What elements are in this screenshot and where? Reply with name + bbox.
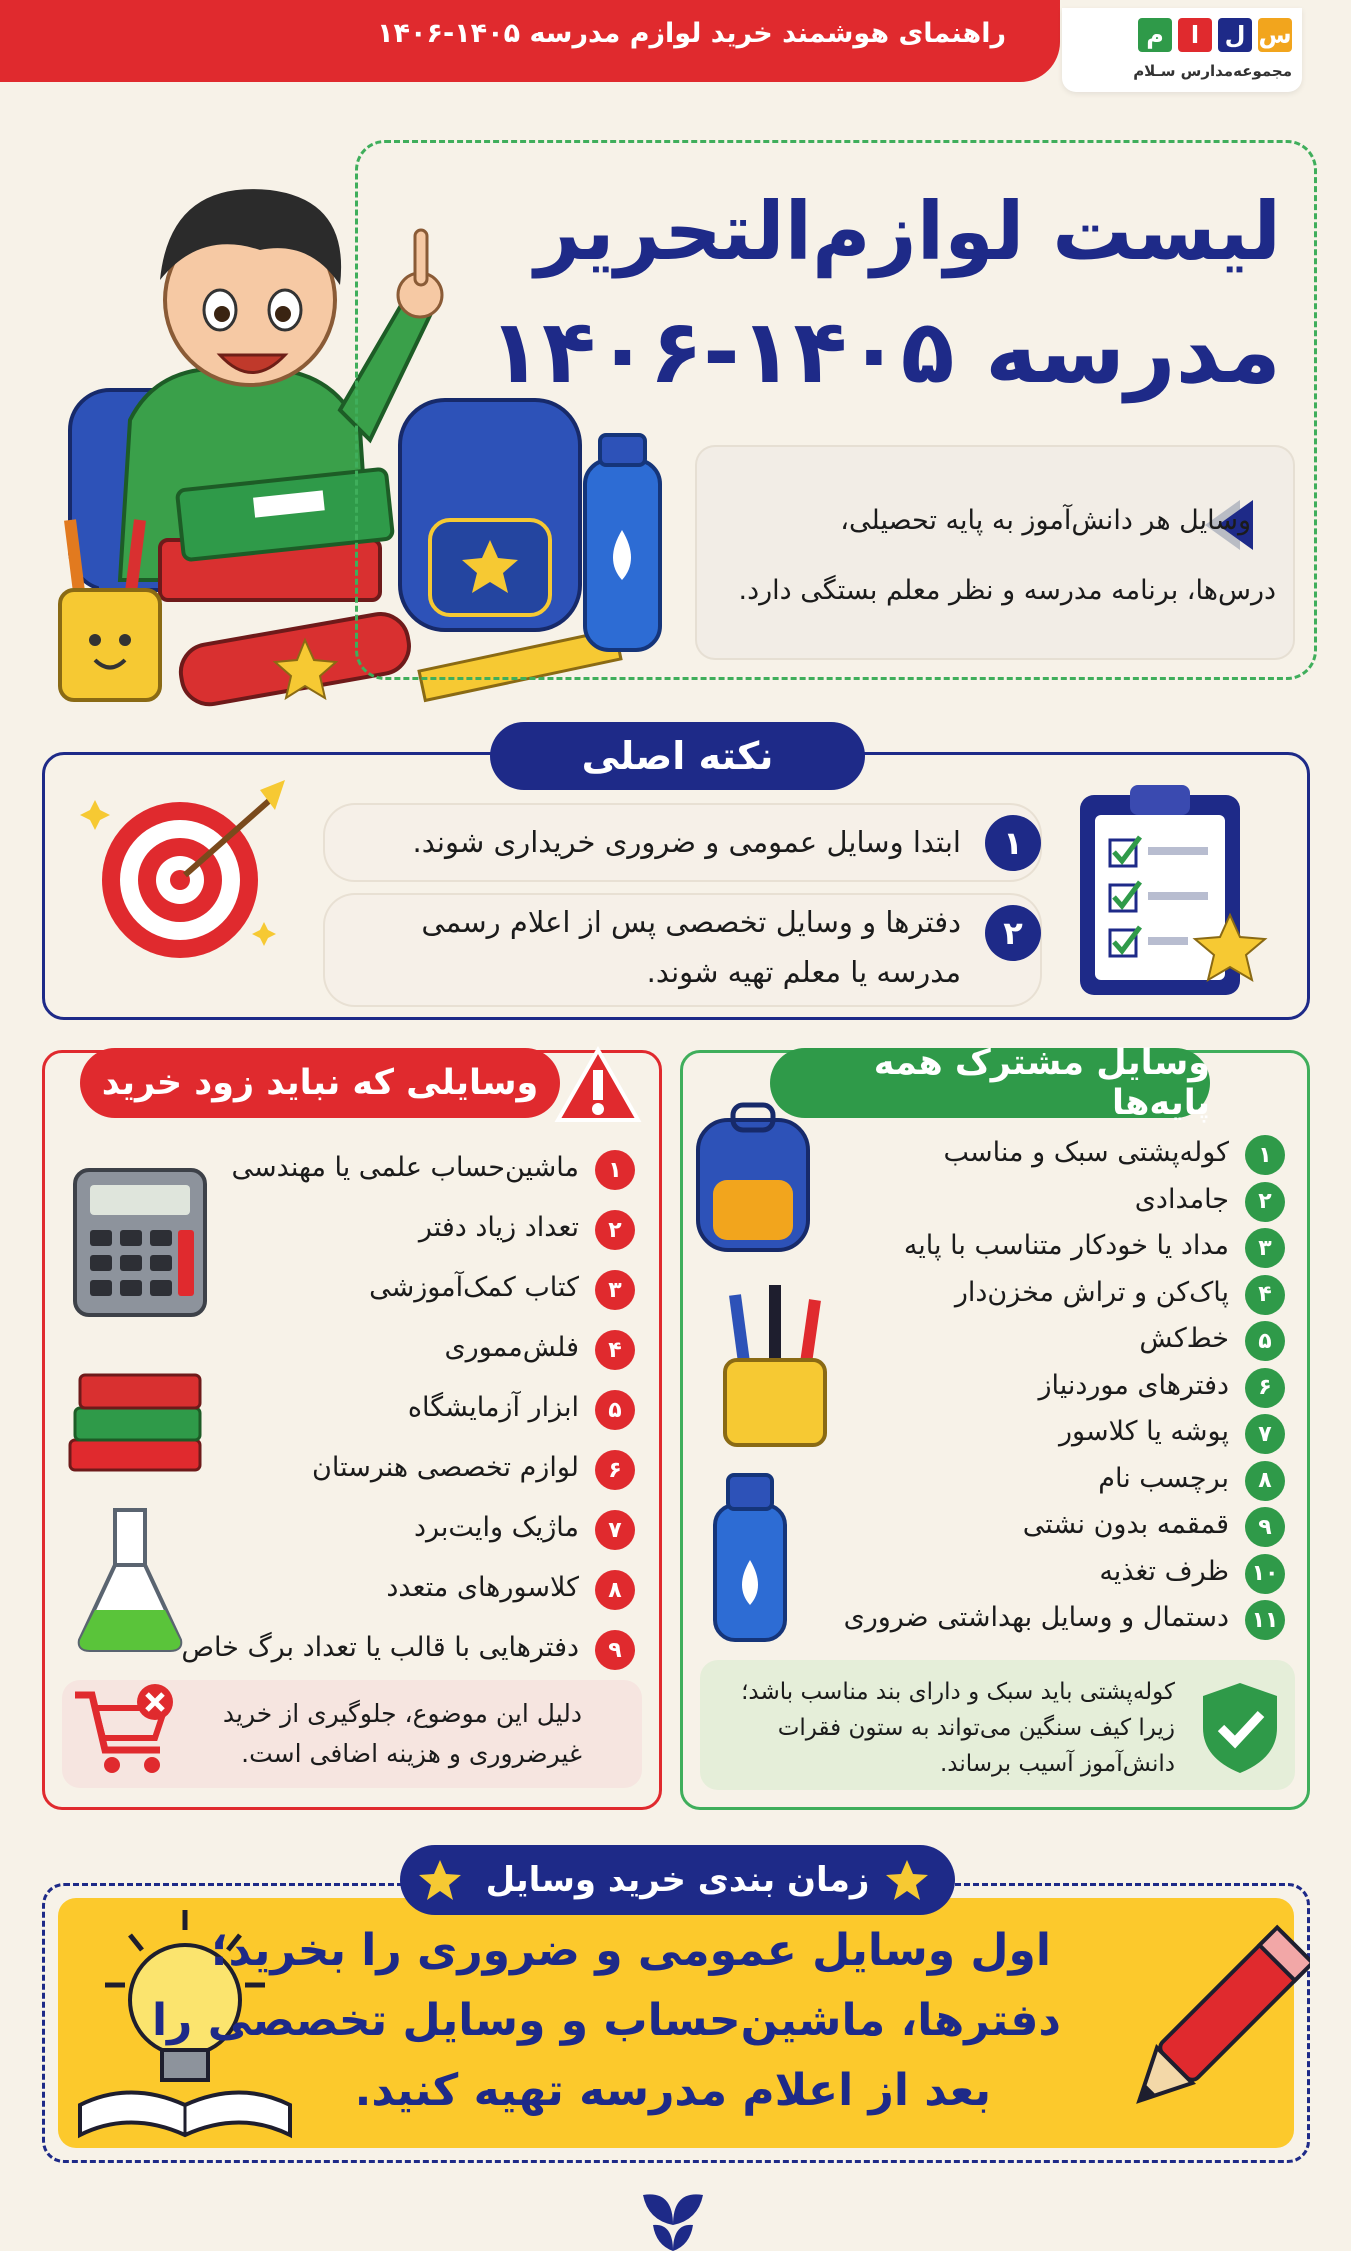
common-note-line1: کوله‌پشتی باید سبک و دارای بند مناسب باشد؛ [741,1679,1175,1705]
pencil-cup-icon [715,1280,835,1450]
intro-text-line1: وسایل هر دانش‌آموز به پایه تحصیلی، [840,505,1251,536]
pencil-icon [1110,1920,1310,2140]
lab-flask-icon [70,1505,190,1655]
logo-letter-lam: ل [1218,18,1252,52]
common-item-label: مداد یا خودکار متناسب با پایه [903,1230,1229,1261]
early-item-label: لوازم تخصصی هنرستان [312,1452,579,1483]
early-item-label: کلاسورهای متعدد [386,1572,579,1603]
logo-letter-sin: س [1258,18,1292,52]
common-item-num: ۲ [1245,1182,1285,1222]
common-item-num: ۵ [1245,1321,1285,1361]
main-point-text-2b: مدرسه یا معلم تهیه شوند. [646,955,961,989]
early-note-line2: غیرضروری و هزینه اضافی است. [241,1739,582,1768]
early-note-line1: دلیل این موضوع، جلوگیری از خرید [222,1699,582,1728]
logo-letter-mim: م [1138,18,1172,52]
common-item-num: ۳ [1245,1228,1285,1268]
common-item-label: دفترهای موردنیاز [1038,1369,1229,1401]
footer-logo-icon [638,2185,708,2251]
common-item-label: دستمال و وسایل بهداشتی ضروری [843,1602,1229,1633]
star-icon [418,1858,462,1902]
early-item-num: ۴ [595,1330,635,1370]
early-item-num: ۷ [595,1510,635,1550]
calculator-icon [65,1160,215,1320]
common-item-num: ۸ [1245,1461,1285,1501]
common-item-num: ۱۱ [1245,1600,1285,1640]
common-item-num: ۶ [1245,1368,1285,1408]
early-item-label: فلش‌مموری [444,1332,579,1363]
logo-letter-alef: ا [1178,18,1212,52]
common-item-label: کوله‌پشتی سبک و مناسب [943,1137,1229,1168]
timing-line3: بعد از اعلام مدرسه تهیه کنید. [354,2065,991,2116]
timing-line2: دفترها، ماشین‌حساب و وسایل تخصصی را [151,1995,1061,2046]
common-item-num: ۴ [1245,1275,1285,1315]
early-item-label: تعداد زیاد دفتر [418,1212,579,1243]
main-point-num-1: ۱ [985,815,1041,871]
common-item-label: پاک‌کن و تراش مخزن‌دار [954,1276,1229,1308]
page-title-line1: لیست لوازم‌التحریر [534,185,1281,278]
shopping-cart-x-icon [70,1680,180,1780]
early-item-num: ۶ [595,1450,635,1490]
common-note-line3: دانش‌آموز آسیب برساند. [939,1751,1175,1777]
banner-title: راهنمای هوشمند خرید لوازم مدرسه ۱۴۰۵-۱۴۰۶ [377,18,1006,49]
page-title-line2: مدرسه ۱۴۰۵-۱۴۰۶ [488,300,1281,403]
common-item-num: ۹ [1245,1507,1285,1547]
common-item-label: پوشه یا کلاسور [1058,1416,1229,1447]
star-icon [885,1858,929,1902]
timing-line1: اول وسایل عمومی و ضروری را بخرید؛ [210,1925,1051,1976]
common-item-num: ۱ [1245,1135,1285,1175]
early-item-label: ابزار آزمایشگاه [407,1392,579,1423]
early-item-num: ۸ [595,1570,635,1610]
early-items-title: وسایلی که نباید زود خرید [80,1048,560,1118]
early-item-num: ۵ [595,1390,635,1430]
main-point-text-1: ابتدا وسایل عمومی و ضروری خریداری شوند. [412,825,961,859]
books-stack-icon [60,1360,210,1480]
warning-icon [553,1045,643,1125]
early-item-num: ۳ [595,1270,635,1310]
main-point-text-2a: دفترها و وسایل تخصصی پس از اعلام رسمی [421,905,961,939]
common-item-label: ظرف تغذیه [1099,1555,1229,1587]
main-point-title: نکته اصلی [490,722,865,790]
common-item-label: خط‌کش [1139,1323,1229,1354]
common-item-num: ۷ [1245,1414,1285,1454]
common-items-title: وسایل مشترک همه پایه‌ها [770,1048,1210,1118]
shield-check-icon [1195,1678,1285,1778]
intro-text-line2: درس‌ها، برنامه مدرسه و نظر معلم بستگی دارد. [738,575,1276,606]
early-item-num: ۱ [595,1150,635,1190]
early-item-label: ماژیک وایت‌برد [414,1512,579,1543]
early-item-num: ۹ [595,1630,635,1670]
water-bottle-icon [700,1465,800,1645]
target-icon [70,770,300,970]
common-item-label: قمقمه بدون نشتی [1022,1509,1229,1540]
early-item-label: ماشین‌حساب علمی یا مهندسی [231,1152,579,1183]
common-item-num: ۱۰ [1245,1554,1285,1594]
backpack-icon [678,1100,828,1260]
logo-subtitle: مجموعه‌مدارس سـلام [1133,62,1292,80]
timing-title: زمان بندی خرید وسایل [400,1845,955,1915]
school-logo [1062,8,1302,92]
early-item-label: دفترهایی با قالب یا تعداد برگ خاص [181,1632,579,1663]
checklist-clipboard-icon [1060,775,1280,1005]
early-item-label: کتاب کمک‌آموزشی [369,1272,579,1303]
early-item-num: ۲ [595,1210,635,1250]
common-note-line2: زیرا کیف سنگین می‌تواند به ستون فقرات [777,1715,1175,1741]
common-item-label: جامدادی [1134,1183,1229,1215]
main-point-num-2: ۲ [985,905,1041,961]
common-item-label: برچسب نام [1098,1462,1229,1494]
